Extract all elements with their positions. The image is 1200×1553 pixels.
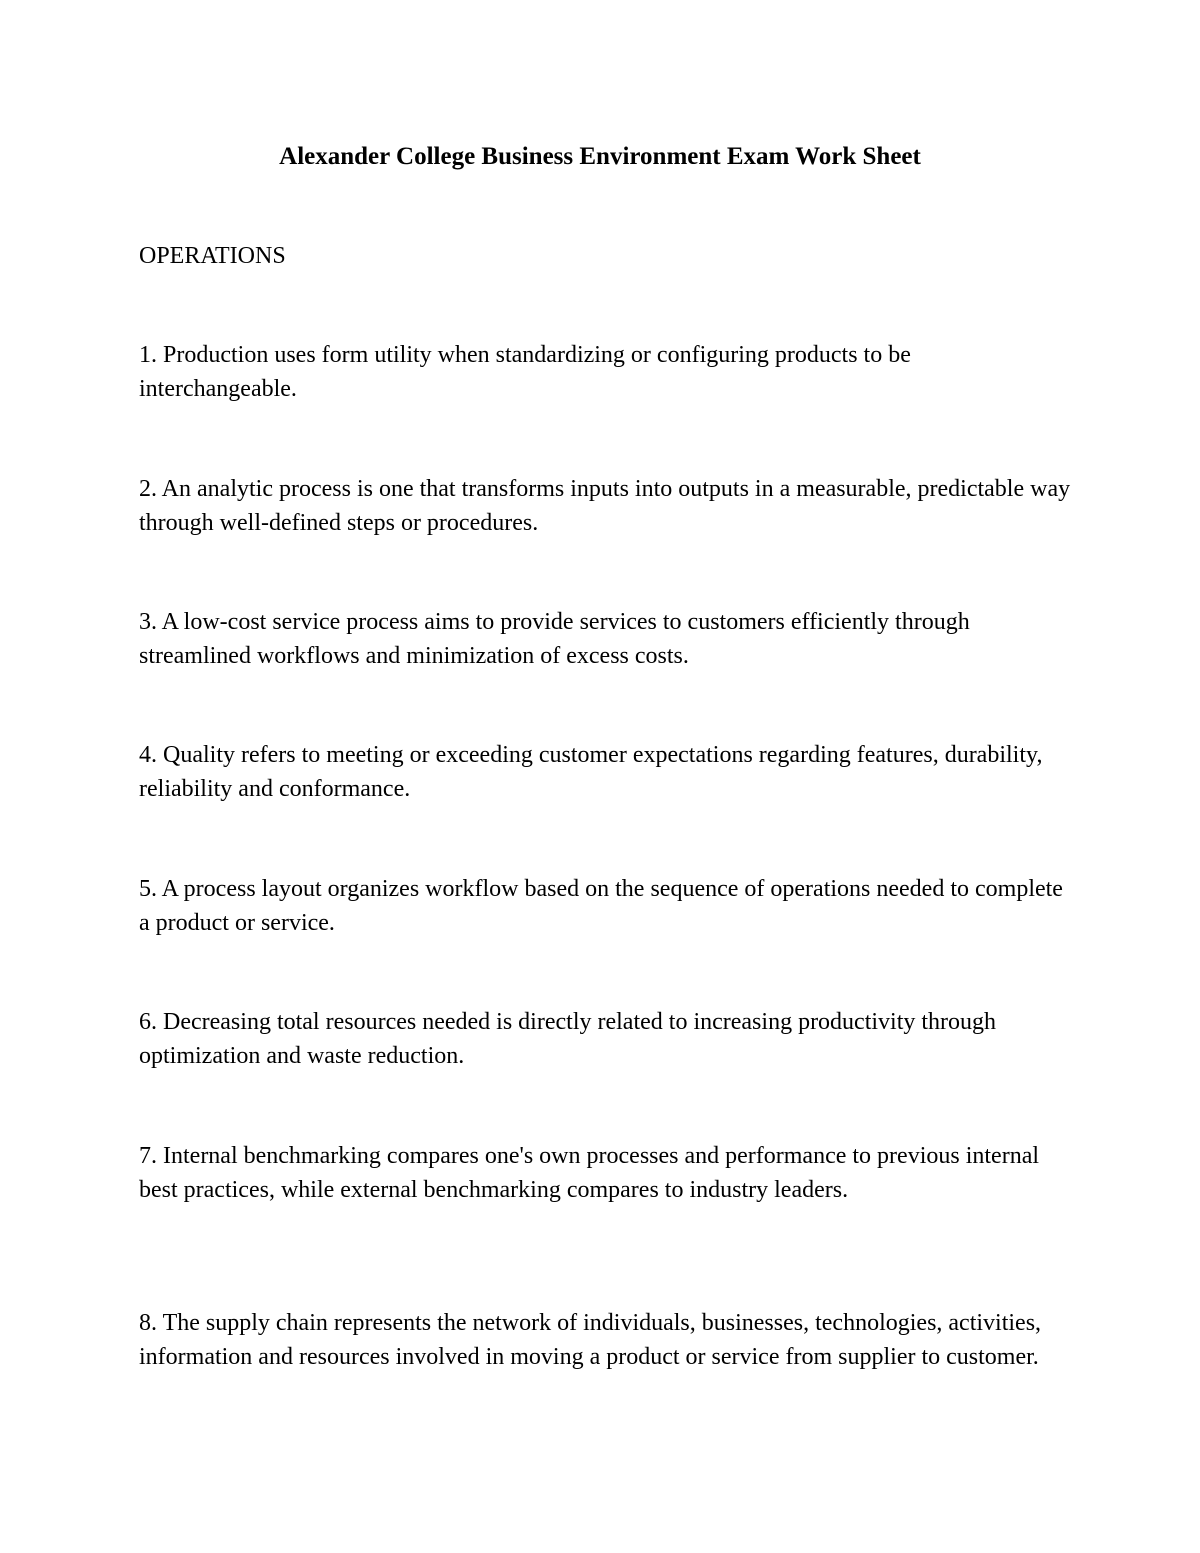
- list-item: 6. Decreasing total resources needed is directly related to increasing productivity through optimization and waste reduction.: [139, 1009, 997, 1069]
- section-heading: OPERATIONS: [139, 243, 286, 269]
- list-item: 5. A process layout organizes workflow based on the sequence of operations needed to complete a product or service.: [139, 876, 1063, 936]
- list-item: 7. Internal benchmarking compares one's own processes and performance to previous internal best practices, while external benchmarking compares to industry leaders.: [139, 1143, 1040, 1203]
- document-title: Alexander College Business Environment Exam Work Sheet: [279, 143, 921, 170]
- list-item: 3. A low-cost service process aims to provide services to customers efficiently through streamlined workflows and minimization of excess costs.: [139, 609, 970, 669]
- list-item: 4. Quality refers to meeting or exceeding customer expectations regarding features, durability, reliability and conformance.: [139, 742, 1043, 802]
- list-item: 2. An analytic process is one that transforms inputs into outputs in a measurable, predictable way through well-defined steps or procedures.: [139, 476, 1071, 536]
- list-item: 1. Production uses form utility when standardizing or configuring products to be interchangeable.: [139, 342, 911, 402]
- list-item: 8. The supply chain represents the network of individuals, businesses, technologies, activities, information and resources involved in moving a product or service from supplier to customer.: [139, 1310, 1042, 1370]
